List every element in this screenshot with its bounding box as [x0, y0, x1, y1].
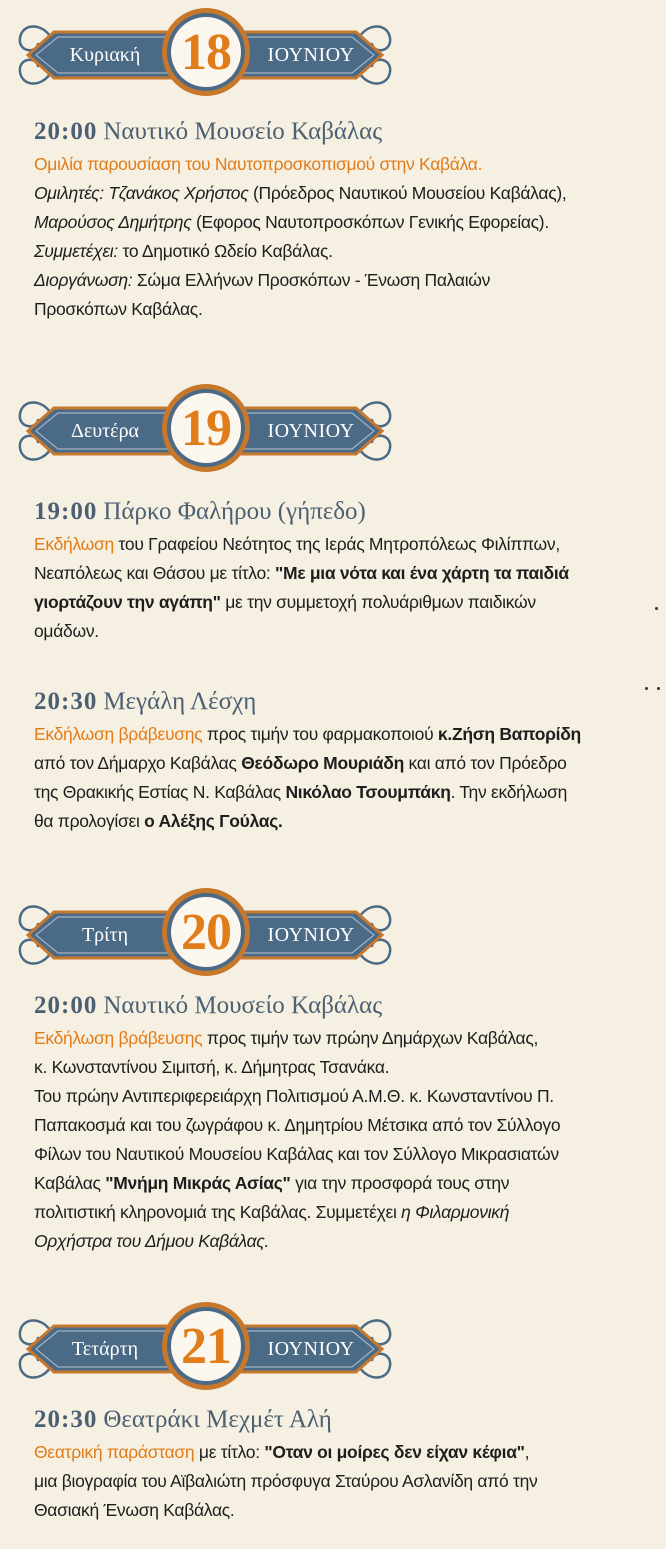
event-time: 20:30 — [34, 688, 98, 715]
event-type: Εκδήλωση — [34, 534, 114, 554]
speck-mark — [655, 607, 658, 610]
event-time: 20:00 — [34, 118, 98, 145]
event-20-2000 — [34, 990, 654, 1256]
desc-line-3: Του πρώην Αντιπεριφερειάρχη Πολιτισμού Α.Μ.Θ. κ. Κωνσταντίνου Π. — [34, 1086, 554, 1106]
presenter-name: ο Αλέξης Γούλας. — [144, 811, 283, 831]
event-description — [34, 150, 654, 324]
desc-text: Καβάλας — [34, 1173, 106, 1193]
desc-text: της Θρακικής Εστίας Ν. Καβάλας — [34, 782, 286, 802]
desc-text: , — [524, 1442, 530, 1462]
organizer-line — [34, 266, 654, 295]
desc-line-2: μια βιογραφία του Αϊβαλιώτη πρόσφυγα Σταύρου Ασλανίδη από την — [34, 1471, 538, 1491]
desc-line-4 — [34, 807, 654, 836]
event-description — [34, 1438, 654, 1525]
desc-text: για την προσφορά τους στην — [290, 1173, 510, 1193]
day-number: 20 — [181, 903, 231, 961]
event-21-2030 — [34, 1404, 654, 1525]
organizer-text-2: Προσκόπων Καβάλας. — [34, 299, 203, 319]
day-banner-2 — [10, 378, 400, 484]
month-label: ΙΟΥΝΙΟΥ — [267, 1337, 355, 1360]
president-name: Νικόλαο Τσουμπάκη — [285, 782, 451, 802]
event-type: Θεατρική παράσταση — [34, 1442, 195, 1462]
day-number: 19 — [181, 399, 231, 457]
event-time: 20:00 — [34, 992, 98, 1019]
event-place: Ναυτικό Μουσείο Καβάλας — [103, 118, 383, 145]
event-time: 20:30 — [34, 1406, 98, 1433]
event-title: Ομιλία παρουσίαση του Ναυτοπροσκοπισμού στην Καβάλα. — [34, 154, 483, 174]
event-heading — [34, 990, 654, 1022]
desc-line-1 — [34, 1024, 654, 1053]
event-title: "Με μια νότα και ένα χάρτη τα παιδιά — [275, 563, 569, 583]
organizer-label: Διοργάνωση: — [34, 270, 133, 290]
organizer-text: Σώμα Ελλήνων Προσκόπων - Ένωση Παλαιών — [132, 270, 491, 290]
desc-line-3 — [34, 588, 654, 617]
event-description — [34, 1024, 654, 1256]
month-label: ΙΟΥΝΙΟΥ — [267, 923, 355, 946]
event-heading — [34, 686, 654, 718]
day-banner-1 — [10, 2, 400, 108]
event-19-1900 — [34, 496, 654, 646]
desc-line-1 — [34, 530, 654, 559]
desc-text: Νεαπόλεως και Θάσου με τίτλο: — [34, 563, 276, 583]
desc-text: προς τιμήν των πρώην Δημάρχων Καβάλας, — [202, 1028, 539, 1048]
event-place: Πάρκο Φαλήρου (γήπεδο) — [103, 498, 366, 525]
desc-line-4: ομάδων. — [34, 621, 99, 641]
event-type: Εκδήλωση βράβευσης — [34, 724, 203, 744]
speaker-2-line — [34, 208, 654, 237]
month-label: ΙΟΥΝΙΟΥ — [267, 43, 355, 66]
event-heading — [34, 496, 654, 528]
day-name: Τετάρτη — [71, 1337, 139, 1360]
event-heading — [34, 116, 654, 148]
desc-line-3: Θασιακή Ένωση Καβάλας. — [34, 1500, 235, 1520]
day-number: 18 — [181, 23, 231, 81]
event-place: Θεατράκι Μεχμέτ Αλή — [103, 1406, 332, 1433]
honoree-name: κ.Ζήση Βαπορίδη — [437, 724, 581, 744]
play-title: "Οταν οι μοίρες δεν είχαν κέφια" — [264, 1442, 525, 1462]
day-name: Δευτέρα — [70, 419, 140, 442]
desc-line-8: Ορχήστρα του Δήμου Καβάλας. — [34, 1231, 270, 1251]
orchestra-name: η Φιλαρμονική — [401, 1202, 510, 1222]
speakers-label: Ομιλητές: — [34, 183, 104, 203]
desc-line-5: Φίλων του Ναυτικού Μουσείου Καβάλας και τον Σύλλογο Μικρασιατών — [34, 1144, 559, 1164]
speck-mark — [657, 687, 660, 690]
event-place: Ναυτικό Μουσείο Καβάλας — [103, 992, 383, 1019]
month-label: ΙΟΥΝΙΟΥ — [267, 419, 355, 442]
speaker-1-role: (Πρόεδρος Ναυτικού Μουσείου Καβάλας), — [248, 183, 567, 203]
day-banner-4 — [10, 1296, 400, 1402]
event-type: Εκδήλωση βράβευσης — [34, 1028, 203, 1048]
desc-line-6 — [34, 1169, 654, 1198]
desc-line-4: Παπακοσμά και του ζωγράφου κ. Δημητρίου Μέτσικα από τον Σύλλογο — [34, 1115, 561, 1135]
event-description — [34, 720, 654, 836]
participates-text: το Δημοτικό Ωδείο Καβάλας. — [117, 241, 333, 261]
desc-line-2: κ. Κωνσταντίνου Σιμιτσή, κ. Δήμητρας Τσανάκα. — [34, 1057, 390, 1077]
desc-line-2 — [34, 749, 654, 778]
desc-text: προς τιμήν του φαρμακοποιού — [202, 724, 438, 744]
speaker-2-name: Μαρούσος Δημήτρης — [34, 212, 192, 232]
day-banner-3 — [10, 882, 400, 988]
event-18-2000 — [34, 116, 654, 324]
desc-line-1 — [34, 1438, 654, 1467]
association-name: "Μνήμη Μικράς Ασίας" — [105, 1173, 291, 1193]
desc-line-3 — [34, 778, 654, 807]
desc-text: με την συμμετοχή πολυάριθμων παιδικών — [220, 592, 536, 612]
desc-text: θα προλογίσει — [34, 811, 145, 831]
participates-line — [34, 237, 654, 266]
desc-text: πολιτιστική κληρονομιά της Καβάλας. Συμμετέχει — [34, 1202, 402, 1222]
desc-text: με τίτλο: — [194, 1442, 265, 1462]
event-description — [34, 530, 654, 646]
desc-line-1 — [34, 720, 654, 749]
speaker-1-name: Τζανάκος Χρήστος — [108, 183, 249, 203]
day-name: Τρίτη — [81, 923, 129, 946]
mayor-name: Θεόδωρο Μουριάδη — [241, 753, 404, 773]
participates-label: Συμμετέχει: — [34, 241, 118, 261]
day-name: Κυριακή — [69, 43, 141, 66]
event-19-2030 — [34, 686, 654, 836]
event-title: γιορτάζουν την αγάπη" — [34, 592, 221, 612]
desc-text: . Την εκδήλωση — [450, 782, 568, 802]
event-place: Μεγάλη Λέσχη — [103, 688, 257, 715]
event-heading — [34, 1404, 654, 1436]
speakers-line — [34, 179, 654, 208]
desc-text: του Γραφείου Νεότητος της Ιεράς Μητροπόλεως Φιλίππων, — [113, 534, 560, 554]
desc-text: και από τον Πρόεδρο — [403, 753, 567, 773]
desc-text: από τον Δήμαρχο Καβάλας — [34, 753, 242, 773]
event-time: 19:00 — [34, 498, 98, 525]
speck-mark — [645, 687, 648, 690]
desc-line-7 — [34, 1198, 654, 1227]
speaker-2-role: (Εφορος Ναυτοπροσκόπων Γενικής Εφορείας). — [191, 212, 549, 232]
day-number: 21 — [181, 1317, 231, 1375]
desc-line-2 — [34, 559, 654, 588]
